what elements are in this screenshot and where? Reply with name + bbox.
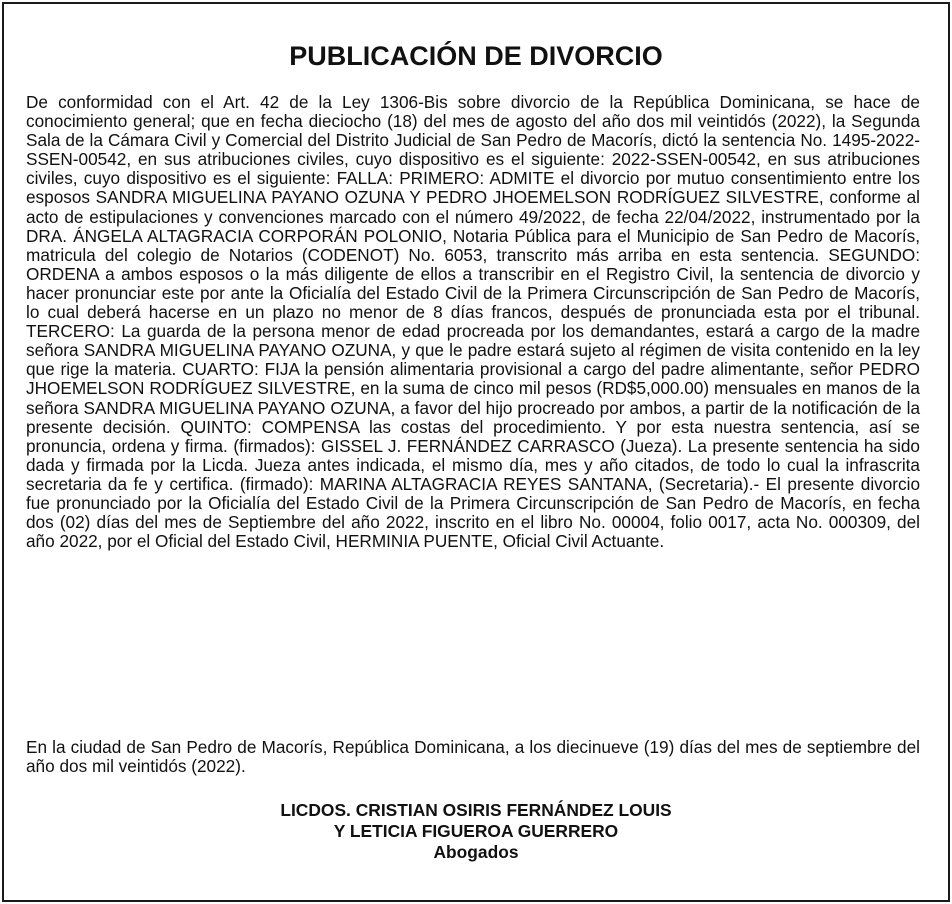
notice-title: PUBLICACIÓN DE DIVORCIO [289,41,663,71]
signature-names-line-1: LICDOS. CRISTIAN OSIRIS FERNÁNDEZ LOUIS [280,800,672,820]
notice-body-paragraph: De conformidad con el Art. 42 de la Ley 1306-Bis sobre divorcio de la República Dominicana, se hace de conocimiento general; que en fecha dieciocho (18) del mes de agosto del año dos mil veintidós (2022), la Segunda Sala de la Cámara Civil y Comercial del Distrito Judicial de San Pedro de Macorís, dictó la sentencia No. 1495-2022-SSEN-00542, en sus atribuciones civiles, cuyo dispositivo es el siguiente: 2022-SSEN-00542, en sus atribuciones civiles, cuyo dispositivo es el siguiente: FALLA: PRIMERO: ADMITE el divorcio por mutuo consentimiento entre los esposos SANDRA MIGUELINA PAYANO OZUNA Y PEDRO JHOEMELSON RODRÍGUEZ SILVESTRE, conforme al acto de estipulaciones y convenciones marcado con el número 49/2022, de fecha 22/04/2022, instrumentado por la DRA. ÁNGELA ALTAGRACIA CORPORÁN POLONIO, Notaria Pública para el Municipio de San Pedro de Macorís, matricula del colegio de Notarios (CODENOT) No. 6053, transcrito más arriba en esta sentencia. SEGUNDO: ORDENA a ambos esposos o la más diligente de ellos a transcribir en el Registro Civil, la sentencia de divorcio y hacer pronunciar este por ante la Oficialía del Estado Civil de la Primera Circunscripción de San Pedro de Macorís, lo cual deberá hacerse en un plazo no menor de 8 días francos, después de pronunciada esta por el tribunal. TERCERO: La guarda de la persona menor de edad procreada por los demandantes, estará a cargo de la madre señora SANDRA MIGUELINA PAYANO OZUNA, y que le padre estará sujeto al régimen de visita contenido en la ley que rige la materia. CUARTO: FIJA la pensión alimentaria provisional a cargo del padre alimentante, señor PEDRO JHOEMELSON RODRÍGUEZ SILVESTRE, en la suma de cinco mil pesos (RD$5,000.00) mensuales en manos de la señora SANDRA MIGUELINA PAYANO OZUNA, a favor del hijo procreado por ambos, a partir de la notificación de la presente decisión. QUINTO: COMPENSA las costas del procedimiento. Y por esta nuestra sentencia, así se pronuncia, ordena y firma. (firmados): GISSEL J. FERNÁNDEZ CARRASCO (Jueza). La presente sentencia ha sido dada y firmada por la Licda. Jueza antes indicada, el mismo día, mes y año citados, de todo lo cual la infrascrita secretaria da fe y certifica. (firmado): MARINA ALTAGRACIA REYES SANTANA, (Secretaria).- El presente divorcio fue pronunciado por la Oficialía del Estado Civil de la Primera Circunscripción de San Pedro de Macorís, en fecha dos (02) días del mes de Septiembre del año 2022, inscrito en el libro No. 00004, folio 0017, acta No. 000309, del año 2022, por el Oficial del Estado Civil, HERMINIA PUENTE, Oficial Civil Actuante. [26,92,920,552]
notice-closing-paragraph: En la ciudad de San Pedro de Macorís, República Dominicana, a los diecinueve (19) días del mes de septiembre del año dos mil veintidós (2022). [26,737,920,777]
legal-notice [2,2,950,902]
signature-role: Abogados [433,842,519,862]
signature-block [4,800,948,863]
signature-names-line-2: Y LETICIA FIGUEROA GUERRERO [333,821,619,841]
